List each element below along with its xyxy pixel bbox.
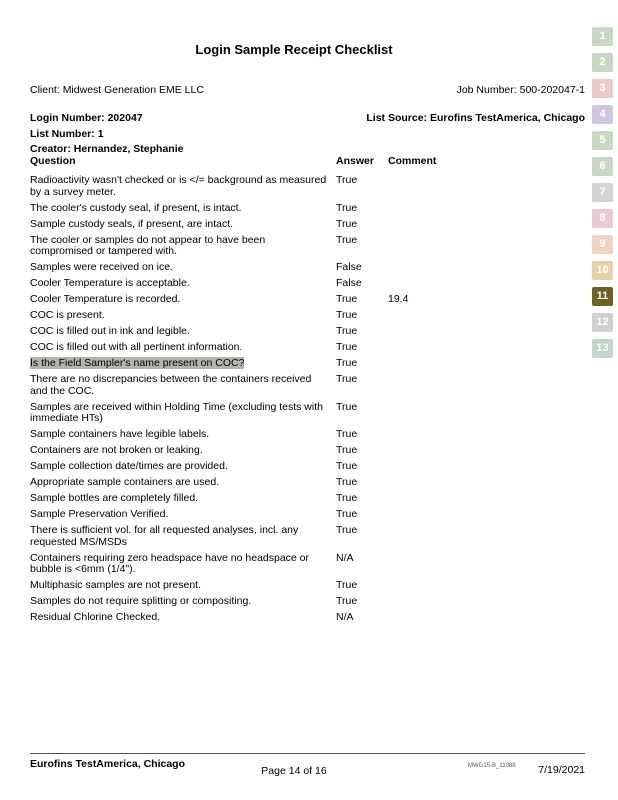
- question-text: COC is present.: [30, 309, 105, 321]
- question-cell: [30, 508, 336, 524]
- creator-value: Hernandez, Stephanie: [73, 143, 184, 155]
- page-tab-12[interactable]: 12: [592, 313, 613, 332]
- question-text: Cooler Temperature is acceptable.: [30, 277, 190, 289]
- answer-text: True: [336, 444, 358, 456]
- question-text: Appropriate sample containers are used.: [30, 476, 220, 488]
- question-text: Samples do not require splitting or compositing.: [30, 595, 252, 607]
- question-cell: [30, 325, 336, 341]
- table-header-row: [30, 156, 586, 174]
- comment-text: [388, 325, 586, 341]
- answer-text: True: [336, 293, 358, 305]
- page-tab-7[interactable]: 7: [592, 183, 613, 202]
- question-cell: [30, 428, 336, 444]
- page-tab-3[interactable]: 3: [592, 79, 613, 98]
- comment-text: [388, 508, 586, 524]
- question-cell: [30, 174, 336, 202]
- comment-text: [388, 400, 586, 428]
- comment-text: [388, 595, 586, 611]
- question-cell: [30, 277, 336, 293]
- table-row: [30, 309, 586, 325]
- comment-text: [388, 309, 586, 325]
- table-row: [30, 201, 586, 217]
- comment-text: [388, 217, 586, 233]
- question-text: Is the Field Sampler's name present on COC?: [30, 357, 245, 369]
- comment-text: [388, 524, 586, 552]
- list-number-label: List Number:: [30, 127, 95, 140]
- table-row: [30, 174, 586, 202]
- login-number-row: [30, 112, 585, 124]
- client-value: Midwest Generation EME LLC: [62, 84, 204, 96]
- answer-text: True: [336, 357, 358, 369]
- client-row: [30, 84, 585, 96]
- page-tabs: [592, 27, 613, 358]
- footer-company: Eurofins TestAmerica, Chicago: [30, 758, 186, 770]
- page-tab-6[interactable]: 6: [592, 157, 613, 176]
- question-cell: [30, 201, 336, 217]
- question-text: COC is filled out in ink and legible.: [30, 325, 190, 337]
- list-source-label: List Source:: [366, 112, 428, 124]
- question-text: Radioactivity wasn't checked or is </= background as measured by a survey meter.: [30, 174, 327, 198]
- page-tab-2[interactable]: 2: [592, 53, 613, 72]
- table-row: [30, 524, 586, 552]
- question-column-header: Question: [30, 155, 76, 167]
- question-cell: [30, 551, 336, 579]
- answer-text: True: [336, 492, 358, 504]
- comment-text: [388, 476, 586, 492]
- comment-text: [388, 579, 586, 595]
- page-tab-13[interactable]: 13: [592, 339, 613, 358]
- table-row: [30, 261, 586, 277]
- answer-text: True: [336, 174, 358, 186]
- answer-text: N/A: [336, 551, 354, 564]
- page-tab-8[interactable]: 8: [592, 209, 613, 228]
- comment-text: [388, 261, 586, 277]
- table-row: [30, 444, 586, 460]
- question-text: Multiphasic samples are not present.: [30, 579, 201, 591]
- answer-text: False: [336, 277, 362, 289]
- question-cell: [30, 233, 336, 261]
- question-text: Sample Preservation Verified.: [30, 508, 169, 520]
- table-row: [30, 233, 586, 261]
- comment-text: [388, 492, 586, 508]
- table-row: [30, 373, 586, 401]
- question-cell: [30, 492, 336, 508]
- answer-text: True: [336, 524, 358, 536]
- page-tab-11[interactable]: 11: [592, 287, 613, 306]
- comment-text: [388, 341, 586, 357]
- question-cell: [30, 524, 336, 552]
- list-number-row: [30, 128, 585, 140]
- question-cell: [30, 309, 336, 325]
- answer-text: True: [336, 579, 358, 591]
- answer-text: True: [336, 325, 358, 337]
- question-text: Sample collection date/times are provided.: [30, 460, 228, 472]
- footer-page-number: Page 14 of 16: [261, 765, 327, 777]
- comment-text: [388, 551, 586, 579]
- question-text: The cooler or samples do not appear to have been compromised or tampered with.: [30, 233, 266, 257]
- question-cell: [30, 476, 336, 492]
- question-text: Samples were received on ice.: [30, 261, 173, 273]
- question-cell: [30, 400, 336, 428]
- answer-text: True: [336, 217, 358, 230]
- comment-text: [388, 277, 586, 293]
- question-cell: [30, 444, 336, 460]
- login-info-block: [30, 112, 585, 159]
- page-tab-10[interactable]: 10: [592, 261, 613, 280]
- question-text: Residual Chlorine Checked.: [30, 611, 161, 623]
- table-row: [30, 325, 586, 341]
- login-number-value: 202047: [107, 112, 143, 124]
- answer-text: True: [336, 595, 358, 607]
- job-number-label: Job Number:: [456, 84, 517, 96]
- question-text: There is sufficient vol. for all requested analyses, incl. any requested MS/MSDs: [30, 524, 299, 548]
- page-tab-5[interactable]: 5: [592, 131, 613, 150]
- question-text: Containers are not broken or leaking.: [30, 444, 203, 456]
- question-cell: [30, 341, 336, 357]
- question-text: Samples are received within Holding Time (excluding tests with immediate HTs): [30, 400, 323, 424]
- answer-text: True: [336, 400, 358, 413]
- question-cell: [30, 373, 336, 401]
- table-row: [30, 357, 586, 373]
- answer-column-header: Answer: [336, 155, 374, 167]
- question-cell: [30, 579, 336, 595]
- list-source-value: Eurofins TestAmerica, Chicago: [429, 112, 585, 124]
- table-row: [30, 551, 586, 579]
- login-number-label: Login Number:: [30, 112, 105, 124]
- list-number-value: 1: [97, 127, 104, 140]
- comment-text: [388, 201, 586, 217]
- creator-label: Creator:: [30, 143, 71, 155]
- comment-text: [388, 357, 586, 373]
- table-row: [30, 508, 586, 524]
- comment-text: [388, 174, 586, 202]
- answer-text: False: [336, 261, 362, 273]
- page-title: Login Sample Receipt Checklist: [195, 42, 393, 57]
- answer-text: True: [336, 309, 358, 321]
- question-text: COC is filled out with all pertinent information.: [30, 341, 243, 353]
- question-text: The cooler's custody seal, if present, is intact.: [30, 201, 242, 214]
- comment-text: [388, 611, 586, 627]
- table-row: [30, 277, 586, 293]
- question-cell: [30, 293, 336, 309]
- footer-divider: [30, 753, 585, 754]
- comment-text: 19.4: [388, 293, 409, 305]
- answer-text: True: [336, 428, 358, 440]
- question-cell: [30, 261, 336, 277]
- table-row: [30, 460, 586, 476]
- comment-text: [388, 233, 586, 261]
- question-text: Cooler Temperature is recorded.: [30, 293, 181, 305]
- page-tab-1[interactable]: 1: [592, 27, 613, 46]
- table-row: [30, 217, 586, 233]
- question-text: Sample bottles are completely filled.: [30, 492, 199, 504]
- answer-text: True: [336, 508, 358, 520]
- comment-text: [388, 373, 586, 401]
- question-cell: [30, 357, 336, 373]
- comment-text: [388, 444, 586, 460]
- checklist-table: [30, 156, 586, 627]
- creator-row: [30, 143, 585, 155]
- question-cell: [30, 217, 336, 233]
- comment-column-header: Comment: [388, 155, 437, 167]
- answer-text: N/A: [336, 611, 354, 623]
- table-row: [30, 611, 586, 627]
- answer-text: True: [336, 201, 358, 214]
- job-number-value: 500-202047-1: [519, 84, 585, 96]
- question-cell: [30, 595, 336, 611]
- answer-text: True: [336, 341, 358, 353]
- footer-doc-id: MWG15-B_11088: [468, 763, 516, 769]
- answer-text: True: [336, 373, 358, 385]
- checklist-body: [30, 174, 586, 627]
- answer-text: True: [336, 460, 358, 472]
- list-source-field: [366, 112, 585, 124]
- question-text: Containers requiring zero headspace have no headspace or bubble is <6mm (1/4").: [30, 551, 310, 575]
- table-row: [30, 400, 586, 428]
- table-row: [30, 428, 586, 444]
- question-cell: [30, 611, 336, 627]
- answer-text: True: [336, 233, 358, 246]
- question-text: There are no discrepancies between the containers received and the COC.: [30, 373, 312, 397]
- page-tab-9[interactable]: 9: [592, 235, 613, 254]
- answer-text: True: [336, 476, 358, 488]
- question-text: Sample containers have legible labels.: [30, 428, 210, 440]
- table-row: [30, 595, 586, 611]
- job-number-field: [457, 84, 585, 96]
- table-row: [30, 579, 586, 595]
- table-row: [30, 492, 586, 508]
- comment-text: [388, 428, 586, 444]
- client-label: Client:: [30, 84, 60, 96]
- question-cell: [30, 460, 336, 476]
- page-tab-4[interactable]: 4: [592, 105, 613, 124]
- table-row: [30, 476, 586, 492]
- footer-date: 7/19/2021: [538, 764, 585, 776]
- question-text: Sample custody seals, if present, are intact.: [30, 217, 234, 230]
- comment-text: [388, 460, 586, 476]
- table-row: [30, 293, 586, 309]
- client-field: [30, 84, 204, 96]
- table-row: [30, 341, 586, 357]
